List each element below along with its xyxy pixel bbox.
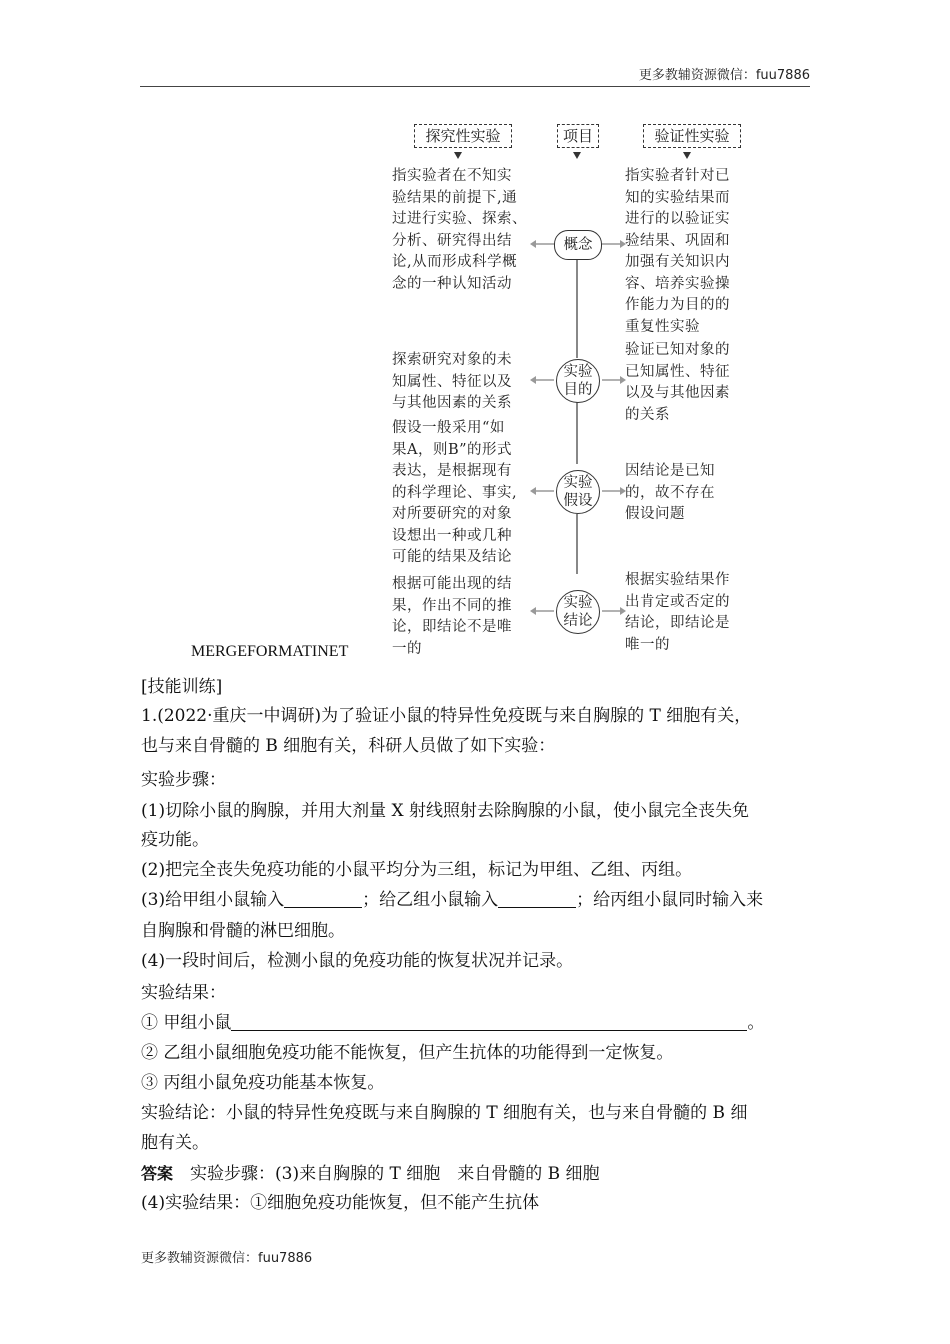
- node-purpose: 实验目的: [556, 359, 600, 403]
- row4-left-text: 根据可能出现的结 果，作出不同的推 论，即结论不是唯 一的: [392, 576, 512, 657]
- arrow-right-icon: [602, 606, 626, 616]
- row1-left-text: 指实验者在不知实 验结果的前提下,通 过进行实验、探索、 分析、研究得出结 论,从而形成科学概 念的一种认知活动: [392, 168, 527, 292]
- section-title: [技能训练]: [141, 677, 223, 697]
- field-code-text: MERGEFORMATINET: [191, 643, 349, 660]
- step-3: (3)给甲组小鼠输入 ；给乙组小鼠输入 ；给丙组小鼠同时输入来: [141, 890, 764, 910]
- page-header: 更多教辅资源微信：fuu7886: [638, 68, 810, 83]
- page-footer: 更多教辅资源微信：fuu7886: [141, 1251, 313, 1266]
- answer-blank[interactable]: [231, 1012, 747, 1031]
- step-2: (2)把完全丧失免疫功能的小鼠平均分为三组，标记为甲组、乙组、丙组。: [141, 860, 693, 880]
- step-4: (4)一段时间后，检测小鼠的免疫功能的恢复状况并记录。: [141, 951, 574, 971]
- arrow-down-icon: [454, 152, 462, 159]
- arrow-right-icon: [602, 486, 626, 496]
- arrow-right-icon: [602, 239, 626, 249]
- row4-right-text: 根据实验结果作 出肯定或否定的 结论，即结论是 唯一的: [625, 572, 730, 653]
- arrow-right-icon: [602, 375, 626, 385]
- step-1: (1)切除小鼠的胸腺，并用大剂量 X 射线照射去除胸腺的小鼠，使小鼠完全丧失免: [141, 801, 749, 821]
- row2-left-text: 探索研究对象的未 知属性、特征以及 与其他因素的关系: [392, 352, 512, 411]
- result-2: ② 乙组小鼠细胞免疫功能不能恢复，但产生抗体的功能得到一定恢复。: [141, 1043, 674, 1063]
- conclusion: 实验结论：小鼠的特异性免疫既与来自胸腺的 T 细胞有关，也与来自骨髓的 B 细: [141, 1103, 748, 1123]
- row1-right-text: 指实验者针对已 知的实验结果而 进行的以验证实 验结果、巩固和 加强有关知识内 容、培养实验操 作能力为目的的 重复性实验: [625, 168, 730, 335]
- diagram-spine: [576, 258, 578, 358]
- answer-blank[interactable]: [284, 889, 362, 908]
- node-concept: 概念: [554, 230, 602, 260]
- row3-left-text: 假设一般采用“如 果A，则B”的形式 表达，是根据现有 的科学理论、事实, 对所要研究的对象 设想出一种或几种 可能的结果及结论: [392, 420, 518, 565]
- diagram-head-left: 探究性实验: [414, 124, 512, 148]
- row2-right-text: 验证已知对象的 已知属性、特征 以及与其他因素 的关系: [625, 342, 730, 423]
- arrow-left-icon: [530, 486, 554, 496]
- conclusion-cont: 胞有关。: [141, 1133, 209, 1153]
- arrow-left-icon: [530, 239, 554, 249]
- node-hypothesis: 实验假设: [556, 470, 600, 514]
- step-3-cont: 自胸腺和骨髓的淋巴细胞。: [141, 921, 345, 941]
- steps-label: 实验步骤：: [141, 770, 226, 790]
- arrow-left-icon: [530, 606, 554, 616]
- diagram-head-right: 验证性实验: [643, 124, 741, 148]
- answer-line-2: (4)实验结果：①细胞免疫功能恢复，但不能产生抗体: [141, 1193, 540, 1213]
- header-divider: [140, 86, 810, 87]
- row3-right-text: 因结论是已知 的，故不存在 假设问题: [625, 463, 715, 522]
- result-3: ③ 丙组小鼠免疫功能基本恢复。: [141, 1073, 385, 1093]
- arrow-down-icon: [573, 152, 581, 159]
- answer-label: 答案: [141, 1164, 174, 1183]
- answer-line: 答案 实验步骤：(3)来自胸腺的 T 细胞 来自骨髓的 B 细胞: [141, 1164, 600, 1184]
- result-1: ① 甲组小鼠 。: [141, 1013, 765, 1033]
- question-line: 也与来自骨髓的 B 细胞有关，科研人员做了如下实验：: [141, 736, 556, 756]
- diagram-spine: [576, 402, 578, 464]
- node-conclusion: 实验结论: [556, 590, 600, 634]
- results-label: 实验结果：: [141, 983, 226, 1003]
- arrow-down-icon: [683, 152, 691, 159]
- answer-blank[interactable]: [498, 889, 576, 908]
- diagram-head-mid: 项目: [557, 124, 599, 148]
- step-1-cont: 疫功能。: [141, 830, 209, 850]
- arrow-left-icon: [530, 375, 554, 385]
- question-line: 1.(2022·重庆一中调研)为了验证小鼠的特异性免疫既与来自胸腺的 T 细胞有关，: [141, 706, 752, 726]
- diagram-spine: [576, 514, 578, 574]
- comparison-diagram: [380, 118, 750, 658]
